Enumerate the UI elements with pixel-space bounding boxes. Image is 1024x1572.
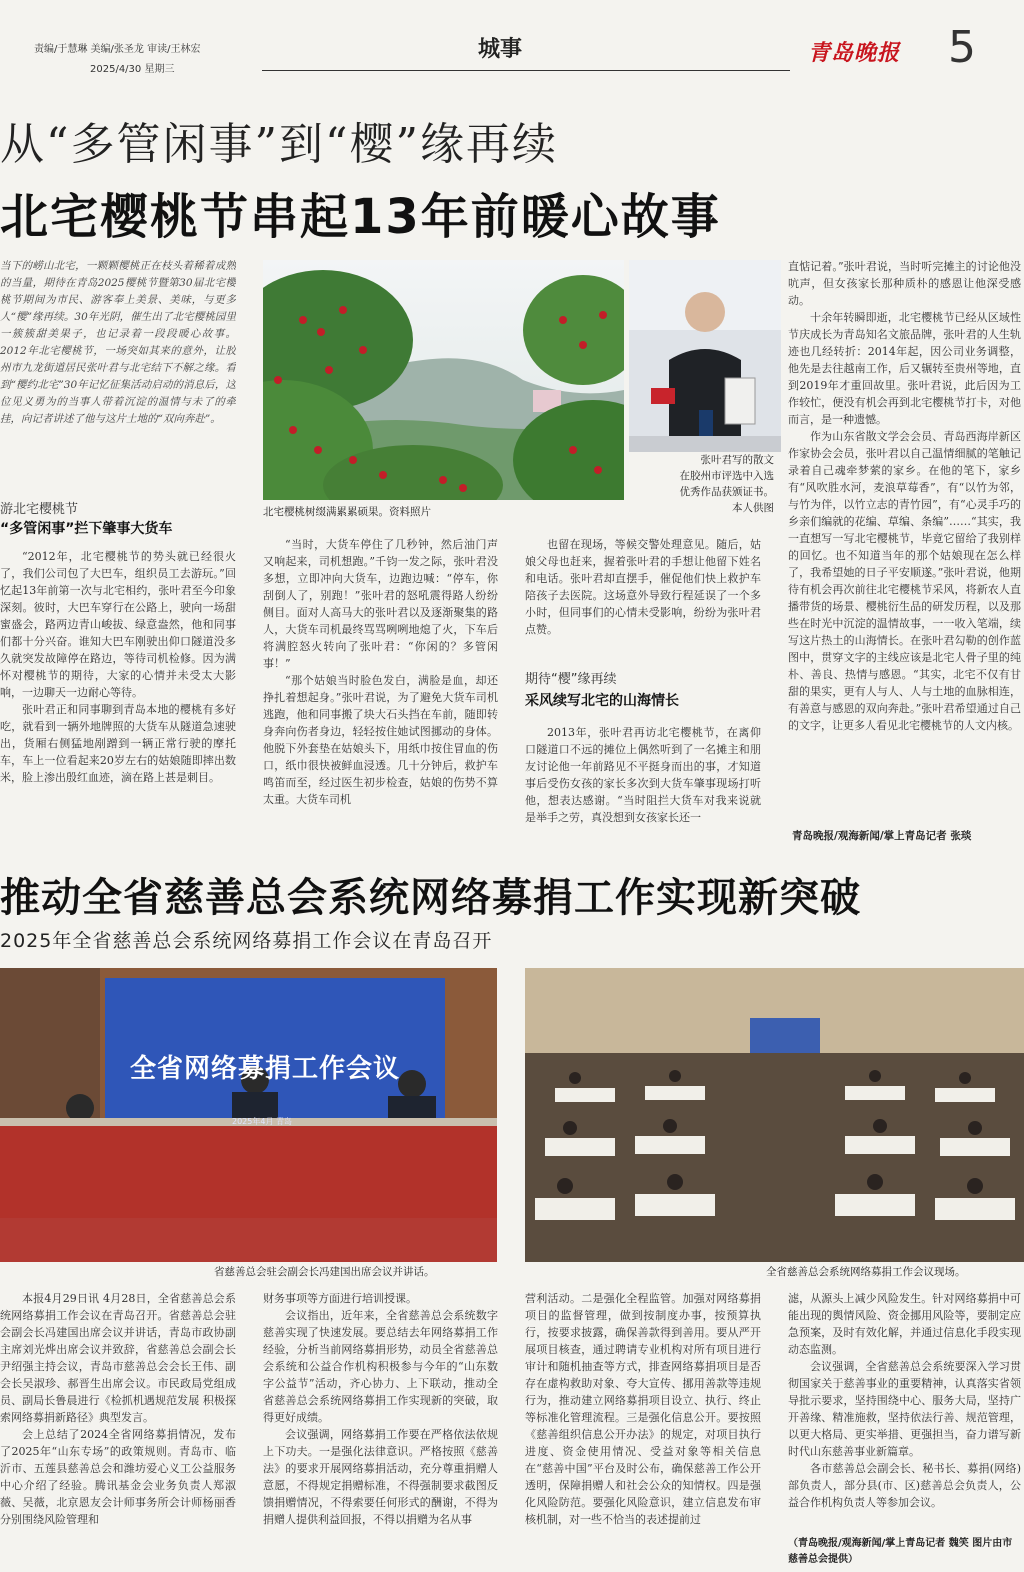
paragraph: 本报4月29日讯 4月28日，全省慈善总会系统网络募捐工作会议在青岛召开。省慈善总会驻会副会长冯建国出席会议并讲话，青岛市政协副主席刘光烨出席会议并致辞，省慈善总会副会长尹绍强主持会议，青岛市慈善总会会长王伟、副会长吴淑珍、郝晋生出席会议。市民政局党组成员、副局长鲁晨进行《检抓机遇规范发展 积极探索网络募捐新路径》典型发言。	[0, 1292, 236, 1424]
paragraph: 会议强调，全省慈善总会系统要深入学习贯彻国家关于慈善事业的重要精神，认真落实省领导批示要求，坚持围绕中心、服务大局，坚持广开善缘、精准施救，坚持依法行善、规范管理，以更大格局、更实举措、更强担当，奋力谱写新时代山东慈善事业新篇章。	[788, 1360, 1021, 1458]
article2-column-4	[788, 1290, 1021, 1534]
main-headline: 北宅樱桃节串起13年前暖心故事	[0, 189, 721, 245]
article2-column-3	[525, 1290, 761, 1572]
subhead-title-2: 采风续写北宅的山海情长	[525, 693, 679, 709]
paragraph: 张叶君正和同事聊到青岛本地的樱桃有多好吃，就看到一辆外地牌照的大货车从隧道急速驶出，货厢右侧猛地剐蹭到一辆正常行驶的摩托车，车上一位看起来20岁左右的姑娘随即摔出数米，脸上渗出殷红血迹，滴在路上甚是刺目。	[0, 703, 236, 784]
paragraph: 作为山东省散文学会会员、青岛西海岸新区作家协会会员，张叶君以自己温情细腻的笔触记录着自己魂牵梦萦的家乡。在他的笔下，家乡有“风吹胜水河，麦浪草莓香”，有“以竹为邻，与竹为伴，以竹立志的青竹园”，有“心灵手巧的乡亲们编就的花编、草编、条编”……“其实，我一直想写一写北宅樱桃节，毕竟它留给了我别样的回忆。也不知道当年的那个姑娘现在怎么样了，我希望她的日子平安顺遂。”张叶君说，他期待有机会再次前往北宅樱桃节采风，将新农人直播带货的场景、樱桃衍生品的研发历程，以及那些在时光中沉淀的温情故事，一一收入笔端，续写这片热土的山海情长。在张叶君勾勒的创作蓝图中，贯穿文字的主线应该是北宅人骨子里的纯朴、善良、热情与感恩。“其实，北宅不仅有甘甜的果实，更有人与人、人与土地的血脉相连，有善意与感恩的双向奔赴。”张叶君希望通过自己的文字，让更多人看见北宅樱桃节的人文内核。	[788, 430, 1021, 732]
subhead-kicker-1: 游北宅樱桃节	[0, 502, 79, 517]
paragraph: 会议强调，网络募捐工作要在严格依法依规上下功夫。一是强化法律意识。严格按照《慈善法》的要求开展网络募捐活动，充分尊重捐赠人意愿，不得规定捐赠标准，不得强制要求截图反馈捐赠情况，不得索要任何形式的酬谢，不得为捐赠人提供利益回报，不得以捐赠为名从事	[263, 1428, 498, 1526]
cherry-tree-illustration	[263, 260, 624, 500]
paragraph: 会上总结了2024全省网络募捐情况，发布了2025年“山东专场”的政策规则。青岛市、临沂市、五莲县慈善总会和潍坊爱心义工公益服务中心介绍了经验。腾讯基金会业务负责人郑淑薇、吴薇，北京恩友会计师事务所会计师杨丽香分别围绕风险管理和	[0, 1428, 236, 1526]
paragraph: 会议指出，近年来，全省慈善总会系统数字慈善实现了快速发展。要总结去年网络募捐工作经验，分析当前网络募捐形势，动员全省慈善总会系统和公益合作机构积极参与今年的“山东数字公益节”活动，齐心协力、上下联动，推动全省慈善总会系统网络募捐工作实现新的突破，取得更好成绩。	[263, 1309, 498, 1424]
article2-column-2	[263, 1290, 498, 1572]
section-title: 城事	[478, 37, 523, 62]
author-photo	[629, 260, 781, 452]
article1-column-3	[525, 536, 761, 656]
editor-credits: 责编/于慧琳 美编/张圣龙 审读/王林宏	[34, 44, 201, 55]
article1-column-3b	[525, 724, 761, 844]
caption-line: 本人供图	[732, 502, 774, 514]
kicker-headline: 从“多管闲事”到“樱”缘再续	[0, 119, 558, 170]
article2-subheadline: 2025年全省慈善总会系统网络募捐工作会议在青岛召开	[0, 930, 493, 952]
stage-banner: 全省网络募捐工作会议	[130, 1054, 401, 1084]
paragraph: 2013年，张叶君再访北宅樱桃节，在离仰口隧道口不远的摊位上偶然听到了一名摊主和朋友讨论他一年前路见不平挺身而出的事，才知道事后受伤女孩的家长多次到大货车肇事现场打听他，想表达感谢。“当时阻拦大货车对我来说就是举手之劳，真没想到女孩家长还一	[525, 726, 761, 824]
page-number: 5	[948, 22, 976, 73]
photo2-caption	[660, 452, 774, 516]
article1-byline: 青岛晚报/观海新闻/掌上青岛记者 张琰	[792, 830, 972, 842]
stage-illustration	[0, 968, 497, 1262]
caption-line: 在胶州市评选中入选	[679, 470, 774, 482]
subhead-title-1: “多管闲事”拦下肇事大货车	[0, 521, 173, 537]
article2-column-1	[0, 1290, 236, 1572]
stage-banner-subtitle: 2025年4月 青岛	[232, 1117, 292, 1126]
hall-photo-caption: 全省慈善总会系统网络募捐工作会议现场。	[766, 1266, 966, 1278]
conference-hall-photo	[525, 968, 1024, 1262]
article1-column-1	[0, 548, 236, 844]
paragraph: 各市慈善总会副会长、秘书长、募捐(网络)部负责人，部分县(市、区)慈善总会负责人，公益合作机构负责人等参加会议。	[788, 1462, 1021, 1509]
subhead-kicker-2: 期待“樱”缘再续	[525, 672, 617, 687]
paragraph: 财务事项等方面进行培训授课。	[263, 1292, 417, 1305]
article1-column-2	[263, 536, 498, 844]
cherry-tree-photo	[263, 260, 624, 500]
hall-illustration	[525, 968, 1024, 1262]
newspaper-logo: 青岛晚报	[808, 40, 901, 66]
paragraph: 直惦记着。”张叶君说，当时听完摊主的讨论他没吭声，但女孩家长那种质朴的感恩让他深受感动。	[788, 260, 1021, 307]
article2-byline: （青岛晚报/观海新闻/掌上青岛记者 魏笑 图片由市慈善总会提供）	[788, 1538, 1013, 1565]
paragraph: 也留在现场，等候交警处理意见。随后，姑娘父母也赶来，握着张叶君的手想让他留下姓名和电话。张叶君却直摆手，催促他们快上救护车陪孩子去医院。这场意外导致行程延误了一个多小时，但同事们的心情未受影响，纷纷为张叶君点赞。	[525, 538, 761, 636]
paragraph: “2012年，北宅樱桃节的势头就已经很火了，我们公司包了大巴车，组织员工去游玩。”回忆起13年前第一次与北宅相约，张叶君至今印象深刻。彼时，大巴车穿行在公路上，驶向一场甜蜜盛会，路两边青山峻拔、绿意盎然，他和同事们都十分兴奋。谁知大巴车刚驶出仰口隧道没多久就突发故障停在路边，等待司机检修。因为满怀对樱桃节的期待，大家的心情并未受太大影响，一边聊天一边耐心等待。	[0, 550, 236, 699]
caption-line: 张叶君写的散文	[700, 454, 774, 466]
article-intro: 当下的崂山北宅，一颗颗樱桃正在枝头着稀着成熟的当量，期待在青岛2025樱桃节暨第30届北宅樱桃节期间为市民、游客奉上美景、美味，与更多人“樱”缘再续。30年光阴，催生出了北宅樱桃园里一簇簇甜美果子，也记录着一段段暖心故事。2012年北宅樱桃节，一场突如其来的意外，让胶州市九龙街道居民张叶君与北宅结下不解之缘。看到“樱约北宅”30年记忆征集活动启动的消息后，这位见义勇为的当事人带着沉淀的温情与未了的牵挂，向记者讲述了他与这片土地的“双向奔赴”。	[0, 260, 236, 425]
stage-photo-caption: 省慈善总会驻会副会长冯建国出席会议并讲话。	[214, 1266, 435, 1278]
paragraph: 营利活动。二是强化全程监管。加强对网络募捐项目的监督管理，做到按制度办事，按预算执行，按要求披露，确保善款得到善用。要从严开展项目核查，通过聘请专业机构对所有项目进行审计和随机抽查等方式，排查网络募捐项目是否存在虚构救助对象、夸大宣传、挪用善款等违规行为，推动建立网络募捐项目设立、执行、终止等标准化管理流程。三是强化信息公开。要按照《慈善组织信息公开办法》的规定，对项目执行进度、资金使用情况、受益对象等相关信息在“慈善中国”平台及时公布，确保慈善工作公开透明，保障捐赠人和社会公众的知情权。四是强化风险防范。要强化风险意识，建立信息发布审核机制，对一些不恰当的表述提前过	[525, 1292, 761, 1526]
paragraph: “当时，大货车停住了几秒钟，然后油门声又响起来，司机想跑。”千钧一发之际，张叶君没多想，立即冲向大货车，边跑边喊：“停车，你刮倒人了，别跑！”张叶君的怒吼震得路人纷纷侧目。面对人高马大的张叶君以及逐渐聚集的路人，大货车司机最终骂骂咧咧地熄了火，下车后将满腔怒火转向了张叶君：“你闲的？多管闲事！”	[263, 538, 498, 670]
caption-line: 优秀作品获颁证书。	[679, 486, 774, 498]
person-illustration	[629, 260, 781, 452]
issue-date: 2025/4/30 星期三	[90, 64, 175, 75]
conference-stage-photo	[0, 968, 497, 1262]
header-rule	[262, 70, 790, 71]
paragraph: 滤，从源头上减少风险发生。针对网络募捐中可能出现的舆情风险、资金挪用风险等，要制定应急预案，及时有效化解，并通过信息化手段实现动态监测。	[788, 1292, 1021, 1356]
paragraph: 十余年转瞬即逝，北宅樱桃节已经从区域性节庆成长为青岛知名文旅品牌，张叶君的人生轨迹也几经转折：2014年起，因公司业务调整，他先是去往越南工作，后又辗转至贵州等地，直到2019年才重回故里。张叶君说，此后因为工作较忙，便没有机会再到北宅樱桃节打卡，对他而言，是一种遗憾。	[788, 311, 1021, 426]
article1-column-4	[788, 258, 1021, 824]
article2-headline: 推动全省慈善总会系统网络募捐工作实现新突破	[0, 875, 861, 921]
paragraph: “那个姑娘当时脸色发白，满脸是血，却还挣扎着想起身。”张叶君说，为了避免大货车司机逃跑，他和同事搬了块大石头挡在车前，随即转身奔向伤者身边，轻轻按住她试图挪动的身体。他脱下外套垫在姑娘头下，用纸巾按住冒血的伤口，纸巾很快被鲜血浸透。几十分钟后，救护车鸣笛而至，经过医生初步检查，姑娘的伤势不算太重。大货车司机	[263, 674, 498, 806]
photo1-caption: 北宅樱桃树缀满累累硕果。资料照片	[263, 506, 431, 518]
